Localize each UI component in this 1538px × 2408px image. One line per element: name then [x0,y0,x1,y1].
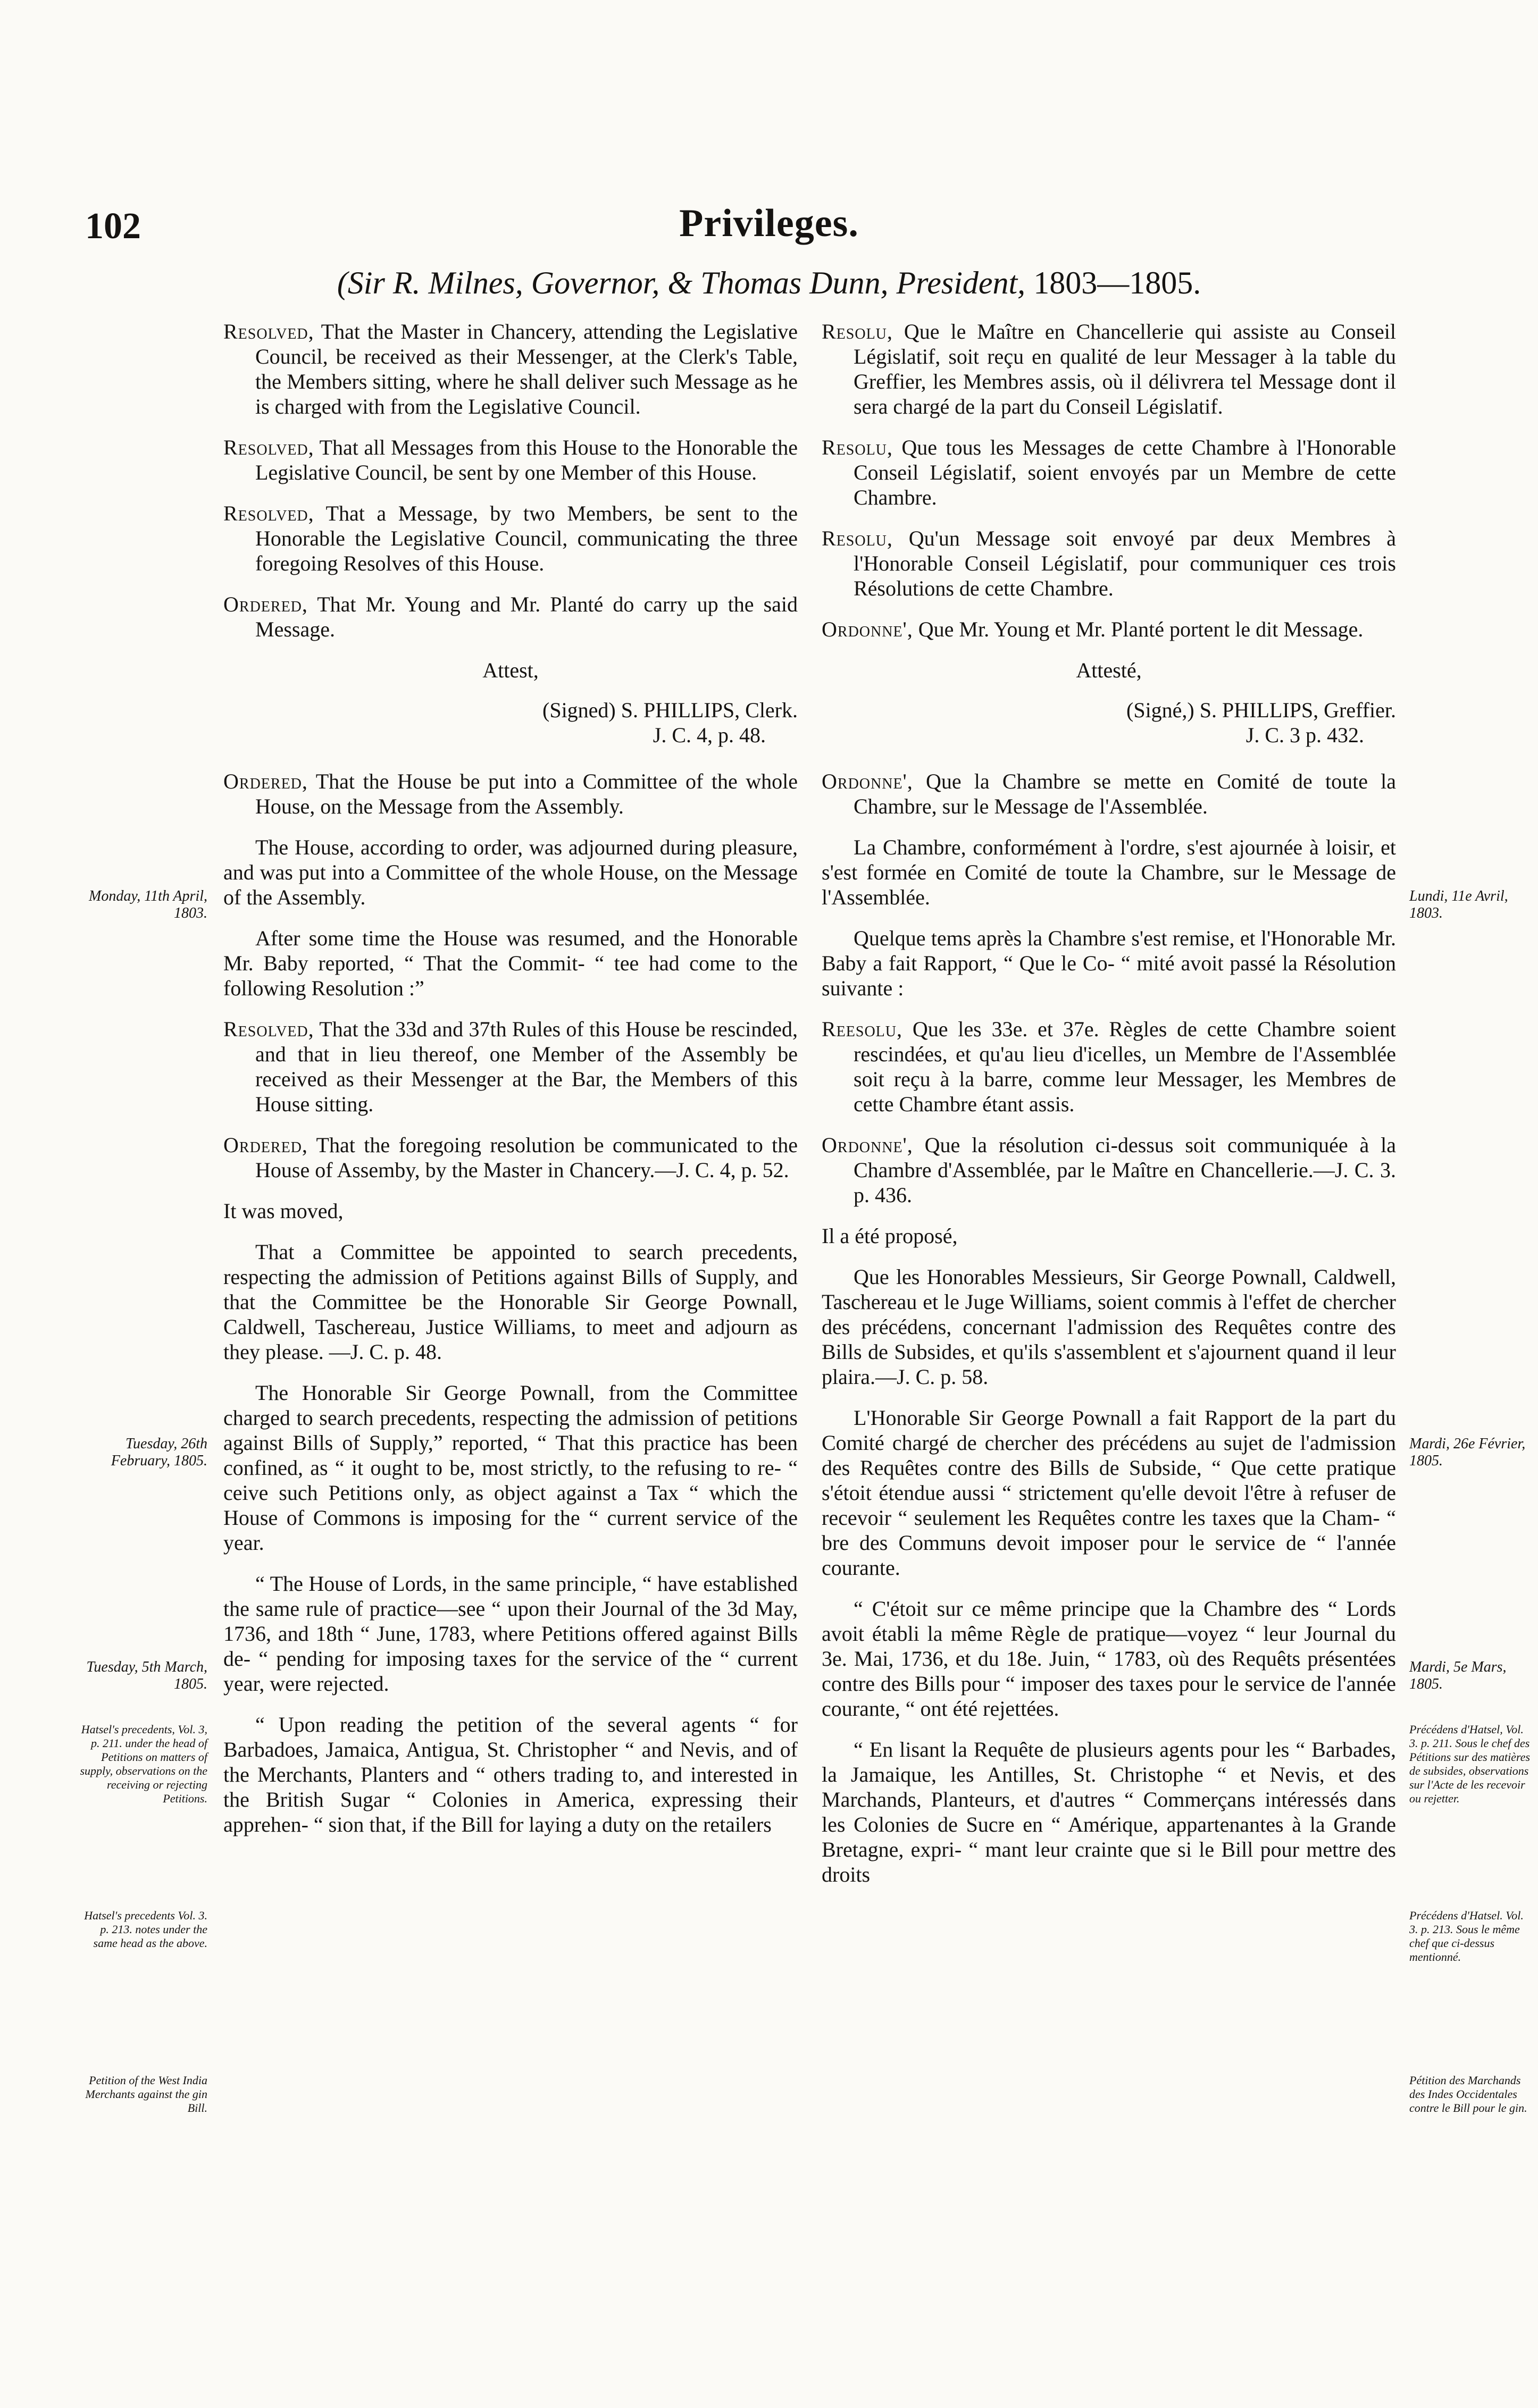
margin-note-reference: Petition of the West India Merchants against the gin Bill. [85,2074,207,2115]
fr-text: Que la résolution ci-dessus soit communiquée à la Chambre d'Assemblée, par le Maître en Chancellerie.—J. C. 3. p. 436. [854,1133,1396,1207]
fr-para-14: “ En lisant la Requête de plusieurs agents pour les “ Barbades, la Jamaique, les Antilles, St. Christophe “ et Nevis, et des Marchands, Planteurs, et d'autres “ Commerçans intéressés dans les Colonies de Sucre en “ Amérique, appartenantes à la Grande Bretagne, expri- “ mant leur crainte que si le Bill pour mettre des droits [822,1738,1396,1886]
fr-para-4 [822,617,1396,642]
en-signed-ref: J. C. 4, p. 48. [653,723,766,747]
en-para-4 [223,592,798,642]
en-para-3 [223,501,798,576]
fr-para-12: L'Honorable Sir George Pownall a fait Rapport de la part du Comité chargé de chercher des précédens au sujet de l'admission des Requêtes contre des Bills de Subside, “ Que cette pratique s'étoit étendue aussi “ strictement qu'elle devoit l'être à refuser de recevoir “ seulement les Requêtes contre les taxes que la Cham- “ bre des Communs devoit imposer pour le service de “ l'année courante. [822,1406,1396,1580]
fr-para-2 [822,435,1396,510]
en-text: That a Message, by two Members, be sent to the Honorable the Legislative Council, communicating the three foregoing Resolves of this House. [255,501,798,575]
fr-para-8 [822,1017,1396,1117]
en-text: That the foregoing resolution be communicated to the House of Assemby, by the Master in Chancery.—J. C. 4, p. 52. [255,1133,798,1182]
fr-keyword: Ordonne', [822,769,913,793]
fr-keyword: Reesolu, [822,1017,903,1041]
fr-para-11: Que les Honorables Messieurs, Sir George Pownall, Caldwell, Taschereau et le Juge Williams, soient commis à l'effet de chercher des précédens, concernant l'admission des Requêtes contre des Bills de Subsides, et qu'ils s'assemblent et s'ajournent quand il leur plaira.—J. C. p. 58. [822,1265,1396,1389]
margin-note-date: Mardi, 5e Mars, 1805. [1409,1659,1507,1692]
margin-note-reference: Précédens d'Hatsel, Vol. 3. p. 211. Sous le chef des Pétitions sur des matières de subsides, observations sur l'Acte de les recevoir ou rejetter. [1409,1723,1531,1805]
en-text: That the House be put into a Committee of the whole House, on the Message from the Assembly. [255,769,798,818]
en-para-11: That a Committee be appointed to search precedents, respecting the admission of Petitions against Bills of Supply, and that the Committee be the Honorable Sir George Pownall, Caldwell, Taschereau, Justice Williams, to meet and adjourn as they please. —J. C. p. 48. [223,1240,798,1364]
en-keyword: Resolved, [223,435,314,459]
en-para-13: “ The House of Lords, in the same principle, “ have established the same rule of practice—see “ upon their Journal of the 3d May, 1736, and 18th “ June, 1783, where Petitions offered against Bills de- “ pending for imposing taxes for the service of the “ current year, were rejected. [223,1572,798,1696]
fr-text: Que le Maître en Chancellerie qui assiste au Conseil Législatif, soit reçu en qualité de leur Messager à la table du Greffier, les Membres assis, où il délivrera tel Message dont il sera chargé de la part du Conseil Législatif. [854,320,1396,418]
english-column [223,319,798,1837]
en-keyword: Ordered, [223,1133,308,1157]
en-keyword: Ordered, [223,769,308,793]
fr-keyword: Ordonne', [822,1133,913,1157]
en-para-9 [223,1132,798,1182]
margin-note-reference: Hatsel's precedents Vol. 3. p. 213. notes under the same head as the above. [84,1909,207,1950]
en-text: That the Master in Chancery, attending the Legislative Council, be received as their Messenger, at the Clerk's Table, the Members sitting, where he shall deliver such Message as he is charged with from the Legislative Council. [255,320,798,418]
en-keyword: Resolved, [223,320,314,343]
margin-note-date: Lundi, 11e Avril, 1803. [1409,888,1508,921]
margin-note-date: Tuesday, 26th February, 1805. [111,1436,207,1469]
page-number: 102 [85,206,141,247]
en-attest: Attest, [482,658,539,682]
en-keyword: Resolved, [223,501,314,525]
fr-para-5 [822,769,1396,819]
fr-para-13: “ C'étoit sur ce même principe que la Chambre des “ Lords avoit établi la même Règle de pratique—voyez “ leur Journal du 3e. Mai, 1736, et du 18e. Juin, “ 1783, où des Requêts présentées contre des Bills pour “ imposer des taxes pour le service de l'année courante, “ ont été rejettées. [822,1597,1396,1721]
margin-note-date: Monday, 11th April, 1803. [89,888,207,921]
page-title: Privileges. [679,202,859,245]
fr-text: Que les 33e. et 37e. Règles de cette Chambre soient rescindées, et qu'au lieu d'icelles, un Membre de l'Assemblée soit reçu à la barre, comme leur Messager, les Membres de cette Chambre étant assis. [854,1017,1396,1116]
margin-note-reference: Précédens d'Hatsel. Vol. 3. p. 213. Sous le même chef que ci-dessus mentionné. [1409,1909,1524,1964]
en-para-2 [223,435,798,485]
en-signed: (Signed) S. PHILLIPS, Clerk. [542,698,798,722]
en-keyword: Resolved, [223,1017,314,1041]
subtitle-names: (Sir R. Milnes, Governor, & Thomas Dunn, President, [337,265,1026,300]
fr-keyword: Resolu, [822,526,893,550]
margin-note-reference: Hatsel's precedents, Vol. 3, p. 211. under the head of Petitions on matters of supply, observations on the receiving or rejecting Petitions. [80,1723,207,1805]
fr-para-9 [822,1132,1396,1207]
fr-keyword: Ordonne', [822,617,913,641]
en-para-8 [223,1017,798,1117]
fr-para-1 [822,319,1396,419]
french-column [822,319,1396,1887]
fr-keyword: Resolu, [822,435,893,459]
fr-signed-ref: J. C. 3 p. 432. [1246,723,1364,747]
margin-note-date: Tuesday, 5th March, 1805. [86,1659,207,1692]
margin-note-reference: Pétition des Marchands des Indes Occidentales contre le Bill pour le gin. [1409,2074,1527,2115]
fr-para-7: Quelque tems après la Chambre s'est remise, et l'Honorable Mr. Baby a fait Rapport, “ Que le Co- “ mité avoit passé la Résolution suivante : [822,926,1396,1000]
fr-text: Que tous les Messages de cette Chambre à l'Honorable Conseil Législatif, soient envoyés par un Membre de cette Chambre. [854,435,1397,509]
en-para-12: The Honorable Sir George Pownall, from the Committee charged to search precedents, respecting the admission of petitions against Bills of Supply,” reported, “ That this practice has been confined, as “ it ought to be, most strictly, to the refusing to re- “ ceive such Petitions only, as object against a Tax “ which the House of Commons is imposing for the “ current service of the year. [223,1381,798,1555]
fr-para-6: La Chambre, conformément à l'ordre, s'est ajournée à loisir, et s'est formée en Comité de toute la Chambre, sur le Message de l'Assemblée. [822,835,1396,909]
margin-note-date: Mardi, 26e Février, 1805. [1409,1436,1526,1469]
page-subtitle [0,265,1538,301]
fr-signed: (Signé,) S. PHILLIPS, Greffier. [1126,698,1396,722]
en-para-1 [223,319,798,419]
fr-keyword: Resolu, [822,320,893,343]
fr-text: Qu'un Message soit envoyé par deux Membres à l'Honorable Conseil Législatif, pour communiquer ces trois Résolutions de cette Chambre. [854,526,1397,600]
en-para-7: After some time the House was resumed, and the Honorable Mr. Baby reported, “ That the Commit- “ tee had come to the following Resolution :” [223,926,798,1000]
fr-para-10: Il a été proposé, [822,1224,958,1248]
en-text: That Mr. Young and Mr. Planté do carry up the said Message. [255,592,798,641]
en-para-10: It was moved, [223,1199,344,1223]
en-text: That all Messages from this House to the Honorable the Legislative Council, be sent by one Member of this House. [255,435,798,484]
en-para-5 [223,769,798,819]
subtitle-years: 1803—1805. [1033,265,1201,300]
en-keyword: Ordered, [223,592,308,616]
fr-para-3 [822,526,1396,601]
fr-text: Que la Chambre se mette en Comité de toute la Chambre, sur le Message de l'Assemblée. [854,769,1396,818]
en-para-6: The House, according to order, was adjourned during pleasure, and was put into a Committee of the whole House, on the Message of the Assembly. [223,835,798,909]
fr-text: Que Mr. Young et Mr. Planté portent le dit Message. [918,617,1364,641]
en-para-14: “ Upon reading the petition of the several agents “ for Barbadoes, Jamaica, Antigua, St. Christopher “ and Nevis, and of the Merchants, Planters and “ others trading to, and interested in the British Sugar “ Colonies in America, expressing their apprehen- “ sion that, if the Bill for laying a duty on the retailers [223,1713,798,1836]
en-text: That the 33d and 37th Rules of this House be rescinded, and that in lieu thereof, one Member of the Assembly be received as their Messenger at the Bar, the Members of this House sitting. [255,1017,798,1116]
fr-attest: Attesté, [1076,658,1142,682]
